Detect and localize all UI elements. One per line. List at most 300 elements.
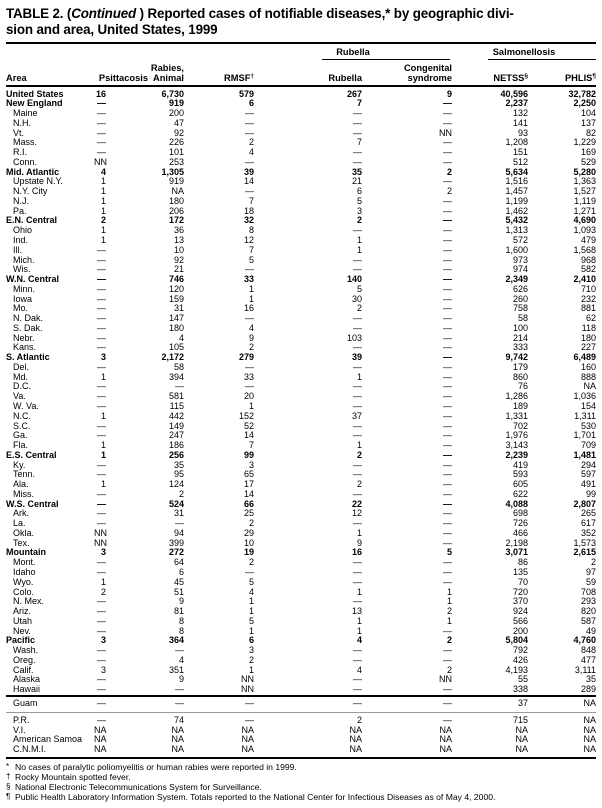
cell-value: 2 (446, 186, 452, 197)
cell-value: 40,596 (500, 88, 528, 99)
cell-value: — (443, 234, 452, 245)
cell-value: — (97, 264, 106, 275)
table-row (6, 607, 596, 617)
cell-area: N.H. (13, 117, 31, 128)
cell-area: La. (13, 518, 26, 529)
cell-value: — (443, 488, 452, 499)
cell-value: — (245, 313, 254, 324)
cell-value: 227 (580, 342, 596, 353)
cell-value: 149 (168, 420, 184, 431)
table-row (6, 696, 596, 712)
cell-value: — (97, 117, 106, 128)
cell-value: 151 (512, 147, 528, 158)
cell-value: 58 (173, 361, 184, 372)
cell-value: 267 (346, 88, 362, 99)
cell-value: 76 (517, 381, 528, 392)
cell-value: 1 (356, 244, 362, 255)
cell-value: 47 (173, 117, 184, 128)
cell-value: — (97, 342, 106, 353)
cell-value: NA (241, 734, 254, 745)
cell-value: 5 (248, 615, 254, 626)
cell-value: 140 (346, 274, 362, 285)
cell-value: — (443, 225, 452, 236)
cell-value: 352 (580, 527, 596, 538)
cell-value: 118 (581, 322, 596, 333)
cell-value: 253 (168, 156, 184, 167)
cell-value: — (97, 430, 106, 441)
cell-value: 881 (580, 303, 596, 314)
cell-value: 1,305 (161, 166, 184, 177)
cell-value: — (353, 254, 362, 265)
cell-area: S. Dak. (13, 322, 43, 333)
cell-value: — (175, 381, 184, 392)
cell-area: Ky. (13, 459, 26, 470)
cell-value: 52 (243, 420, 254, 431)
cell-value: 37 (452, 696, 528, 712)
cell-value: 214 (512, 332, 528, 343)
cell-value: 2 (100, 215, 106, 226)
cell-value: 39 (243, 166, 254, 177)
cell-value: 4,690 (573, 215, 596, 226)
cell-value: 5 (248, 254, 254, 265)
cell-value: 6,730 (161, 88, 184, 99)
cell-value: — (353, 469, 362, 480)
cell-value: 1,036 (573, 391, 596, 402)
cell-area: C.N.M.I. (6, 745, 94, 758)
cell-value: — (97, 420, 106, 431)
cell-value: 4 (178, 654, 184, 665)
table-row (6, 636, 596, 646)
cell-value: — (353, 645, 362, 656)
cell-value: 4,088 (505, 498, 528, 509)
cell-value: 14 (243, 488, 254, 499)
footnote-marker: § (6, 781, 11, 791)
cell-value: — (97, 645, 106, 656)
table-title-line1: TABLE 2. (Continued ) Reported cases of notifiable diseases,* by geographic divi- (6, 6, 514, 21)
cell-value: 710 (580, 283, 596, 294)
cell-value: 97 (585, 567, 596, 578)
cell-value: 1,331 (505, 410, 528, 421)
table-row (6, 109, 596, 119)
cell-value: — (353, 225, 362, 236)
cell-value: 720 (512, 586, 528, 597)
cell-value: 491 (580, 479, 596, 490)
cell-value: 1 (100, 205, 106, 216)
cell-value: — (97, 498, 106, 509)
cell-value: NA (94, 734, 107, 745)
cell-value: — (443, 420, 452, 431)
cell-value: — (97, 615, 106, 626)
cell-area: E.N. Central (6, 215, 58, 226)
cell-value: 582 (580, 264, 596, 275)
rubella-group-label: Rubella (336, 47, 370, 57)
cell-value: 1,462 (505, 205, 528, 216)
cell-value: — (353, 459, 362, 470)
cell-value: 103 (346, 332, 362, 343)
cell-value: — (443, 322, 452, 333)
cell-value: — (443, 508, 452, 519)
cell-value: NA (583, 734, 596, 745)
cell-value: 1,093 (573, 225, 596, 236)
cell-value: 2 (248, 137, 254, 148)
cell-value: 3 (100, 664, 106, 675)
cell-value: 2,807 (573, 498, 596, 509)
cell-value: 1 (100, 234, 106, 245)
cell-value: 1 (356, 440, 362, 451)
cell-area: Va. (13, 391, 26, 402)
table-row (6, 568, 596, 578)
cell-value: — (353, 518, 362, 529)
cell-value: 94 (173, 527, 184, 538)
cell-value: 7 (248, 244, 254, 255)
cell-value: — (245, 186, 254, 197)
cell-value: 180 (580, 332, 596, 343)
cell-value: 617 (580, 518, 596, 529)
cell-value: — (443, 274, 452, 285)
cell-value: 3 (248, 459, 254, 470)
cell-value: — (443, 156, 452, 167)
cell-value: — (245, 567, 254, 578)
cell-value: NA (148, 745, 184, 758)
cell-value: 1 (100, 479, 106, 490)
cell-value: 16 (351, 547, 362, 558)
cell-value: 17 (243, 479, 254, 490)
cell-value: — (443, 283, 452, 294)
cell-area: S.C. (13, 420, 31, 431)
cell-value: 1,119 (574, 195, 596, 206)
cell-value: 1 (248, 664, 254, 675)
cell-value: 2,349 (505, 274, 528, 285)
table-row (6, 99, 596, 109)
table-row (6, 509, 596, 519)
cell-value: 70 (517, 576, 528, 587)
cell-value: NN (94, 527, 107, 538)
cell-value: 1 (248, 606, 254, 617)
cell-value: 9 (446, 88, 452, 99)
cell-value: 64 (173, 557, 184, 568)
cell-value: 2 (356, 449, 362, 460)
cell-value: 9 (356, 537, 362, 548)
cell-value: 1 (356, 527, 362, 538)
cell-value: 95 (173, 469, 184, 480)
cell-value: — (97, 401, 106, 411)
cell-area: Colo. (13, 586, 35, 597)
cell-value: 3,111 (574, 664, 596, 675)
cell-value: NA (241, 724, 254, 735)
cell-value: 973 (512, 254, 528, 265)
cell-value: 3 (100, 547, 106, 558)
cell-value: 3 (100, 352, 106, 363)
cell-value: 708 (580, 586, 596, 597)
cell-area: N. Mex. (13, 596, 45, 607)
cell-value: — (97, 557, 106, 568)
cell-value: NA (452, 745, 528, 758)
cell-value: 919 (168, 98, 184, 109)
cell-value: — (97, 332, 106, 343)
cell-value: 4 (356, 664, 362, 675)
cell-value: — (443, 440, 452, 451)
cell-value: NA (349, 724, 362, 735)
cell-value: 14 (243, 176, 254, 187)
cell-value: — (353, 576, 362, 587)
table-row (6, 392, 596, 402)
cell-value: 1 (356, 586, 362, 597)
cell-value: 529 (580, 156, 596, 167)
cell-value: — (97, 108, 106, 119)
cell-area: Pa. (13, 205, 27, 216)
cell-value: 99 (243, 449, 254, 460)
cell-value: 21 (351, 176, 362, 187)
cell-area: Kans. (13, 342, 37, 353)
cell-value: — (443, 537, 452, 548)
cell-value: 1 (446, 615, 452, 626)
cell-value: 622 (512, 488, 528, 499)
cell-value: — (353, 342, 362, 353)
cell-area: Ark. (13, 508, 30, 519)
cell-value: — (254, 696, 362, 712)
table-row (6, 304, 596, 314)
cell-value: 1 (248, 283, 254, 294)
cell-value: 2 (178, 488, 184, 499)
cell-value: NA (528, 696, 596, 712)
cell-value: NA (171, 186, 184, 197)
cell-area: N.Y. City (13, 186, 48, 197)
salmonellosis-group-label: Salmonellosis (492, 47, 556, 57)
cell-value: 4 (248, 322, 254, 333)
cell-value: 524 (168, 498, 184, 509)
cell-value: — (443, 108, 452, 119)
cell-value: — (353, 147, 362, 158)
table-row (6, 285, 596, 295)
cell-value: 919 (168, 176, 184, 187)
cell-value: 333 (512, 342, 528, 353)
cell-value: — (443, 567, 452, 578)
cell-value: NA (439, 734, 452, 745)
table-row (6, 461, 596, 471)
cell-value: 2,410 (573, 274, 596, 285)
cell-value: 399 (168, 537, 184, 548)
cell-value: 351 (168, 664, 184, 675)
cell-value: — (97, 303, 106, 314)
cell-value: 8 (178, 615, 184, 626)
cell-value: — (443, 654, 452, 665)
cell-value: — (443, 557, 452, 568)
cell-value: — (97, 313, 106, 324)
footnote-marker: ¶ (6, 791, 11, 801)
cell-value: NA (362, 745, 452, 758)
cell-value: 2 (248, 654, 254, 665)
cell-value: NA (515, 734, 528, 745)
cell-value: — (97, 283, 106, 294)
footnote-section: § National Electronic Telecommunications System for Surveillance. (6, 781, 262, 792)
cell-value: 13 (173, 234, 184, 245)
cell-value: 2,237 (505, 98, 528, 109)
cell-value: — (443, 137, 452, 148)
cell-value: 1 (248, 625, 254, 636)
cell-area: Ariz. (13, 606, 31, 617)
cell-value: — (443, 391, 452, 402)
cell-value: — (353, 313, 362, 324)
cell-value: 1 (100, 195, 106, 206)
table-row (6, 548, 596, 558)
cell-area: Hawaii (13, 684, 41, 695)
cell-area: Mass. (13, 137, 38, 148)
cell-value: 1,286 (505, 391, 528, 402)
cell-area: Del. (13, 361, 30, 372)
table-row (6, 480, 596, 490)
cell-area: Tenn. (13, 469, 36, 480)
cell-value: 289 (580, 684, 596, 695)
cell-value: — (443, 625, 452, 636)
footnote-marker: * (6, 761, 10, 771)
cell-value: 1 (356, 615, 362, 626)
cell-area: Mich. (13, 254, 35, 265)
cell-value: 566 (512, 615, 528, 626)
cell-value: — (443, 459, 452, 470)
cell-value: 593 (512, 469, 528, 480)
cell-value: 92 (173, 254, 184, 265)
cell-value: — (97, 274, 106, 285)
cell-value: — (443, 498, 452, 509)
cell-area: Okla. (13, 527, 35, 538)
col-header-rmsf: RMSF† (184, 60, 254, 86)
cell-value: 206 (168, 205, 184, 216)
cell-value: 530 (580, 420, 596, 431)
table-row (6, 275, 596, 285)
cell-value: 160 (580, 361, 596, 372)
cell-value: 82 (585, 127, 596, 138)
table-row (6, 334, 596, 344)
cell-value: 58 (517, 313, 528, 324)
cell-value: — (353, 674, 362, 685)
cell-value: — (353, 108, 362, 119)
cell-value: 1 (248, 293, 254, 304)
cell-area: P.R. (13, 714, 30, 725)
cell-value: 1,229 (573, 137, 596, 148)
cell-value: — (443, 195, 452, 206)
cell-value: 65 (243, 469, 254, 480)
cell-value: 137 (580, 117, 596, 128)
cell-value: — (97, 596, 106, 607)
cell-value: 5,432 (505, 215, 528, 226)
cell-value: — (443, 332, 452, 343)
table-row (6, 324, 596, 334)
cell-area: United States (6, 88, 64, 99)
cell-value: 100 (512, 322, 528, 333)
cell-value: 1,701 (573, 430, 596, 441)
cell-value: 51 (173, 586, 184, 597)
table-row (6, 412, 596, 422)
cell-value: — (97, 606, 106, 617)
cell-value: 6 (356, 186, 362, 197)
table-row (6, 685, 596, 696)
cell-value: 1,363 (573, 176, 596, 187)
cell-value: 141 (512, 117, 528, 128)
col-header-psittacosis: Psittacosis (94, 60, 148, 86)
cell-value: 1 (100, 225, 106, 236)
cell-value: 1,199 (505, 195, 528, 206)
cell-value: 968 (580, 254, 596, 265)
table-row (6, 295, 596, 305)
cell-value: — (443, 313, 452, 324)
table-row (6, 588, 596, 598)
cell-value: 579 (238, 88, 254, 99)
cell-value: 31 (173, 303, 184, 314)
cell-value: 1,208 (505, 137, 528, 148)
cell-value: 1,976 (505, 430, 528, 441)
cell-value: 35 (585, 674, 596, 685)
cell-area: Wyo. (13, 576, 34, 587)
cell-value: 1 (100, 176, 106, 187)
cell-value: — (443, 215, 452, 226)
cell-area: Nev. (13, 625, 31, 636)
cell-value: 6 (248, 635, 254, 646)
cell-area: Mountain (6, 547, 46, 558)
cell-value: — (443, 264, 452, 275)
cell-value: 626 (512, 283, 528, 294)
cell-value: — (443, 684, 452, 695)
cell-value: — (362, 696, 452, 712)
group-header-row (6, 43, 596, 60)
table-row (6, 666, 596, 676)
cell-value: 2 (356, 479, 362, 490)
cell-value: — (97, 391, 106, 402)
cell-value: 2 (446, 166, 452, 177)
cell-value: 466 (512, 527, 528, 538)
cell-area: Mid. Atlantic (6, 166, 60, 177)
cell-value: — (97, 654, 106, 665)
cell-value: — (97, 625, 106, 636)
cell-value: NN (241, 674, 254, 685)
cell-value: — (97, 567, 106, 578)
cell-value: 9 (248, 332, 254, 343)
cell-value: 293 (580, 596, 596, 607)
cell-value: NA (94, 745, 148, 758)
cell-value: 1,457 (505, 186, 528, 197)
cell-value: 364 (168, 635, 184, 646)
cell-value: 9 (178, 596, 184, 607)
cell-value: — (443, 410, 452, 421)
cell-value: 159 (168, 293, 184, 304)
cell-value: 16 (243, 303, 254, 314)
cell-value: — (353, 654, 362, 665)
cell-value: 7 (356, 137, 362, 148)
cell-value: 2 (248, 518, 254, 529)
cell-value: — (443, 147, 452, 158)
cell-value: 179 (512, 361, 528, 372)
cell-value: 2,615 (573, 547, 596, 558)
table-row (6, 597, 596, 607)
cell-value: 1 (356, 234, 362, 245)
table-row (6, 578, 596, 588)
footnotes (6, 763, 596, 803)
cell-area: E.S. Central (6, 449, 57, 460)
cell-area: W.S. Central (6, 498, 59, 509)
cell-value: — (443, 401, 452, 411)
cell-value: NA (171, 724, 184, 735)
cell-value: 3 (248, 645, 254, 656)
cell-value: 746 (168, 274, 184, 285)
cell-value: — (353, 264, 362, 275)
cell-value: 572 (512, 234, 528, 245)
cell-value: — (245, 381, 254, 392)
cell-value: 265 (580, 508, 596, 519)
cell-area: Wash. (13, 645, 39, 656)
table-row (6, 451, 596, 461)
cell-value: — (443, 342, 452, 353)
cell-value: 6 (248, 98, 254, 109)
salmonellosis-group-header (452, 43, 596, 60)
